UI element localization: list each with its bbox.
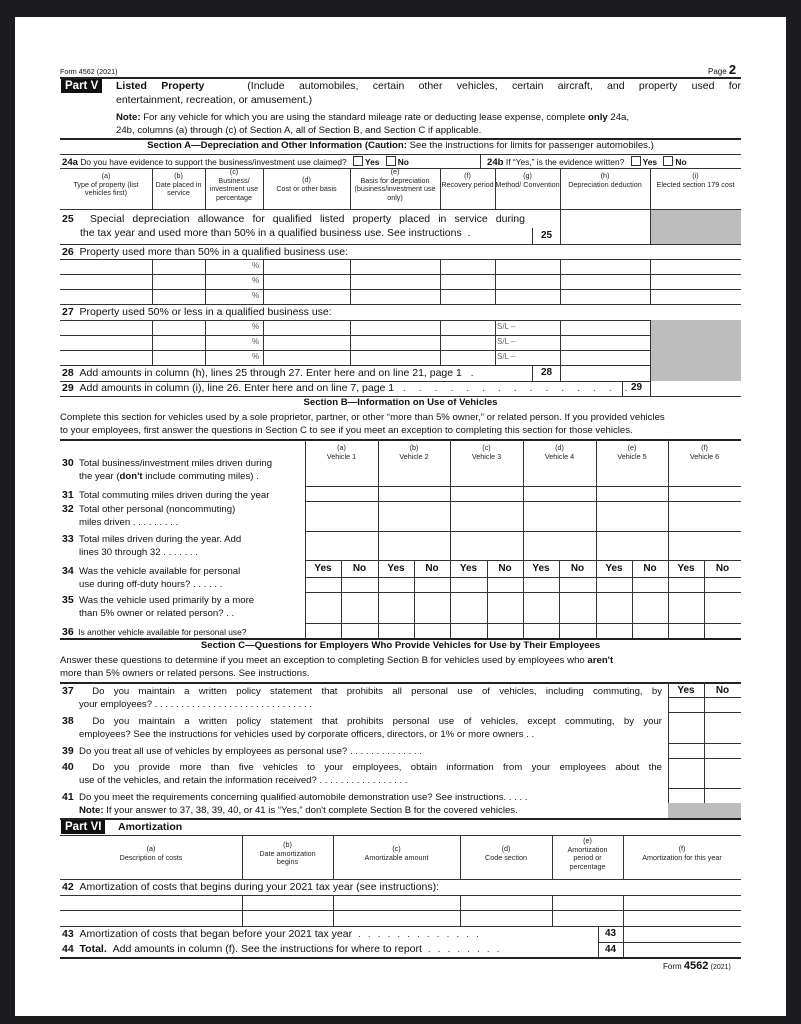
q24b-yes-label: Yes — [642, 157, 658, 167]
col-label: Recovery period — [441, 179, 494, 189]
line-number: 31 — [62, 489, 74, 501]
line-number: 33 — [62, 533, 74, 545]
col-letter: (b) — [409, 443, 419, 452]
question-38 — [62, 715, 662, 741]
grid-line — [450, 439, 451, 639]
line-number: 26 — [62, 246, 74, 258]
col-b-header — [152, 172, 205, 198]
rule — [305, 501, 741, 502]
question-37 — [62, 685, 662, 711]
vehicle-6-yes-label: Yes — [677, 563, 695, 574]
col-label: Type of property (list vehicles first) — [73, 179, 139, 198]
question-text-2: your employees? . . . . . . . . . . . . . . . . . . . . . . . . . . . . . . — [79, 699, 312, 710]
vehicle-4-yes-label: Yes — [532, 563, 550, 574]
page-indicator — [708, 62, 736, 77]
q24a-number: 24a — [62, 157, 79, 168]
vehicle-4-no-label: No — [570, 563, 585, 574]
rule — [60, 320, 650, 321]
col-letter: (d) — [501, 844, 511, 853]
line-text: Special depreciation allowance for qualified listed property placed in service during — [89, 213, 525, 225]
grid-line — [650, 168, 651, 209]
line-29-amount-input[interactable] — [651, 382, 741, 396]
q24b-number: 24b — [487, 157, 504, 168]
grid-line — [305, 439, 306, 639]
col-label: Vehicle 1 — [326, 451, 357, 461]
sl-method-label: S/L – — [497, 322, 516, 331]
grid-line — [205, 259, 206, 304]
line-28-box-label: 28 — [540, 367, 553, 378]
rule — [60, 682, 741, 684]
q24a-no-label: No — [397, 157, 409, 167]
line-35 — [62, 594, 302, 620]
grid-line — [440, 320, 441, 365]
col-label: Vehicle 2 — [399, 451, 429, 461]
col-letter: (a) — [146, 844, 156, 853]
q24a-yes-label: Yes — [364, 157, 380, 167]
q39-yes-box[interactable] — [669, 744, 703, 757]
col-letter: (b) — [283, 840, 292, 849]
line-32 — [62, 503, 302, 529]
line-number: 41 — [62, 791, 74, 803]
section-c-note — [79, 805, 669, 816]
line-28-amount-input[interactable] — [561, 366, 649, 380]
line-text: Total business/investment miles driven during — [79, 458, 273, 469]
line-42 — [62, 881, 439, 893]
line-text: Add amounts in column (i), line 26. Enter here and on line 7, page 1 — [79, 382, 395, 394]
rule — [60, 244, 741, 245]
shaded-cell — [651, 320, 741, 381]
intro-bold: aren't — [587, 655, 614, 666]
vehicle-1-no-label: No — [352, 563, 367, 574]
line-number: 38 — [62, 715, 74, 727]
line-25 — [62, 212, 525, 240]
line-number: 30 — [62, 457, 74, 469]
q37-no-box[interactable] — [705, 698, 740, 711]
part5-note — [116, 111, 741, 137]
rule — [60, 910, 741, 911]
intro-line-2: more than 5% owners or related persons. See instructions. — [60, 668, 310, 679]
section-a-title — [60, 140, 741, 151]
part5-title — [116, 79, 741, 107]
line-text: Was the vehicle available for personal — [79, 566, 241, 577]
percent-sign: % — [252, 352, 260, 361]
col-letter: (d) — [302, 175, 311, 184]
rule — [305, 592, 741, 593]
vehicle-3-no-label: No — [498, 563, 512, 574]
grid-line — [596, 439, 597, 639]
rule — [60, 835, 741, 836]
grid-line — [523, 439, 524, 639]
line-text-2: the tax year and used more than 50% in a qualified business use. See instructions — [80, 227, 462, 239]
col-c-header — [205, 168, 263, 202]
grid-line — [242, 835, 243, 879]
line-44 — [62, 943, 502, 955]
line-26 — [62, 246, 348, 258]
line-text: Add amounts in column (h), lines 25 through 27. Enter here and on line 21, page 1 — [79, 367, 462, 379]
grid-line — [495, 320, 496, 365]
rule — [60, 895, 741, 896]
col-letter: (d) — [555, 443, 564, 452]
vehicle-6-no-label: No — [715, 563, 730, 574]
rule — [60, 957, 741, 959]
line-43-box-label: 43 — [604, 928, 617, 939]
percent-sign: % — [252, 322, 260, 331]
grid-line — [263, 168, 264, 209]
col-label: Amortizable amount — [364, 852, 429, 862]
form-footer — [663, 960, 731, 972]
note-text: If your answer to 37, 38, 39, 40, or 41 is “Yes,” don't complete Section B for the covered vehicles. — [106, 805, 518, 816]
grid-line — [152, 259, 153, 304]
col-letter: (f) — [701, 443, 708, 452]
vehicle-2-yes-label: Yes — [387, 563, 405, 574]
line-text: Is another vehicle available for personal use? — [78, 627, 247, 637]
col-label: Amortization for this year — [642, 852, 722, 862]
line-number: 39 — [62, 745, 74, 757]
line-text-bold: don't — [119, 470, 143, 482]
vehicle-2-header — [378, 444, 450, 461]
section-c-no-header: No — [715, 685, 730, 696]
percent-sign: % — [252, 261, 260, 270]
p6-col-e-header — [552, 837, 623, 871]
footer-year: (2021) — [710, 964, 731, 971]
line-number: 43 — [62, 928, 74, 940]
col-letter: (c) — [392, 844, 401, 853]
line-34 — [62, 565, 302, 591]
col-letter: (f) — [678, 844, 686, 853]
col-letter: (a) — [337, 443, 346, 452]
grid-line — [205, 168, 206, 209]
grid-line — [668, 439, 669, 639]
col-label: Vehicle 5 — [617, 451, 647, 461]
vehicle-5-header — [596, 444, 668, 461]
line-25-box-label: 25 — [540, 230, 553, 241]
line-43-amount-input[interactable] — [624, 927, 741, 941]
rule — [60, 154, 741, 155]
grid-line — [378, 439, 379, 639]
line-text-2: than 5% owner or related person? . . — [79, 607, 235, 619]
line-number: 44 — [62, 943, 74, 955]
q24a-yes-checkbox[interactable] — [353, 156, 363, 166]
grid-line — [440, 259, 441, 304]
line-text: Property used more than 50% in a qualified business use: — [79, 246, 349, 258]
intro-line-1: Complete this section for vehicles used by a sole proprietor, partner, or other “more than 5% owner,” or related person. If you provided vehicles — [60, 412, 665, 423]
col-letter: (g) — [523, 171, 532, 180]
q24a-text: Do you have evidence to support the business/investment use claimed? — [80, 157, 347, 167]
question-text-2: employees? See the instructions for vehicles used by corporate officers, directors, or 1% or more owners . . — [79, 729, 535, 740]
line-number: 40 — [62, 761, 74, 773]
q24b-text: If “Yes,” is the evidence written? — [505, 157, 625, 167]
vehicle-3-yes-label: Yes — [459, 563, 478, 574]
grid-line — [650, 259, 651, 304]
rule — [60, 289, 741, 290]
line-29 — [62, 382, 633, 394]
line-text: Amortization of costs that begins during your 2021 tax year (see instructions): — [79, 881, 440, 893]
rule — [305, 531, 741, 532]
line-31 — [62, 489, 302, 503]
rule — [305, 560, 741, 561]
line-25-amount-input[interactable] — [561, 210, 649, 243]
line-text-2: miles driven . . . . . . . . . — [79, 516, 179, 528]
p6-col-d-header — [460, 845, 552, 862]
col-letter: (b) — [174, 171, 183, 180]
line-number: 28 — [62, 367, 74, 379]
col-letter: (e) — [583, 836, 592, 845]
vehicle-5-yes-label: Yes — [605, 563, 623, 574]
col-label: Depreciation deduction — [568, 179, 642, 189]
q39-no-box[interactable] — [705, 744, 740, 757]
col-letter: (i) — [692, 171, 699, 180]
caution-label: (Caution: — [364, 140, 407, 151]
line-text-bold: Total. — [79, 943, 107, 955]
line-43 — [62, 928, 481, 940]
part5-title-desc: (Include automobiles, certain other vehicles, certain aircraft, and property used for — [247, 80, 741, 92]
line-number: 42 — [62, 881, 74, 893]
footer-form-word: Form — [663, 962, 682, 971]
rule — [60, 439, 741, 441]
leader-dots: . . . . . . . . — [427, 943, 502, 955]
line-text: Property used 50% or less in a qualified business use: — [79, 306, 332, 318]
question-text: Do you treat all use of vehicles by employees as personal use? . . . . . . . . . . . . . . — [79, 746, 422, 757]
rule — [668, 758, 741, 759]
col-letter: (h) — [600, 171, 610, 180]
part5-badge: Part V — [61, 79, 102, 93]
section-c-yes-header: Yes — [677, 685, 695, 696]
section-c-intro — [60, 654, 741, 680]
line-30 — [62, 457, 302, 483]
grid-line — [650, 320, 651, 381]
grid-line — [333, 835, 334, 879]
question-text: Do you maintain a written policy statement that prohibits all personal use of vehicles, including commuting, by — [92, 686, 662, 697]
line-number: 29 — [62, 382, 74, 394]
vehicle-1-yes-label: Yes — [314, 563, 332, 574]
line-number: 32 — [62, 503, 74, 515]
question-41 — [62, 791, 662, 804]
col-label: Business/ investment use percentage — [209, 175, 259, 202]
grid-line — [495, 168, 496, 209]
leader-dots: . . . . . . . . . . . . . . . — [402, 382, 633, 394]
q24b-yes-checkbox[interactable] — [631, 156, 641, 166]
grid-line — [333, 895, 334, 926]
grid-line — [263, 259, 264, 304]
col-label: Date placed in service — [155, 179, 202, 198]
caution-text: See the instructions for limits for passenger automobiles.) — [409, 140, 654, 151]
col-label: Amortization period or percentage — [567, 844, 608, 871]
rule — [668, 712, 741, 713]
rule — [60, 304, 741, 305]
line-number: 25 — [62, 213, 74, 225]
line-text: Total other personal (noncommuting) — [79, 504, 236, 515]
section-b-intro — [60, 411, 741, 437]
p6-col-f-header — [623, 845, 741, 862]
line-36 — [62, 626, 302, 638]
line-text: Amortization of costs that began before your 2021 tax year — [79, 928, 353, 940]
section-a-heading: Section A—Depreciation and Other Information — [147, 140, 363, 151]
q24b-no-label: No — [675, 157, 687, 167]
note-only: only — [587, 112, 608, 123]
section-b-title: Section B—Information on Use of Vehicles — [303, 397, 498, 408]
line-text: Total commuting miles driven during the year — [79, 490, 270, 501]
col-letter: (c) — [229, 167, 239, 176]
rule — [305, 623, 741, 624]
col-g-header — [495, 172, 560, 189]
q24b-no-checkbox[interactable] — [663, 156, 673, 166]
q37-yes-box[interactable] — [669, 698, 703, 711]
col-letter: (a) — [101, 171, 111, 180]
line-number: 27 — [62, 306, 74, 318]
line-number: 35 — [62, 594, 74, 606]
intro-line-2: to your employees, first answer the questions in Section C to see if you meet an exception to completing this section for those vehicles. — [60, 425, 633, 436]
col-label: Vehicle 6 — [689, 451, 720, 461]
line-text: Was the vehicle used primarily by a more — [79, 595, 255, 606]
line-number: 37 — [62, 685, 74, 697]
shaded-cell — [651, 210, 741, 244]
rule — [60, 274, 741, 275]
grid-line — [623, 835, 624, 879]
rule — [60, 335, 650, 336]
grid-line — [552, 895, 553, 926]
part6-title: Amortization — [118, 821, 183, 833]
col-label: Cost or other basis — [276, 183, 337, 193]
grid-line — [560, 168, 561, 209]
grid-line — [242, 895, 243, 926]
rule — [60, 818, 741, 820]
rule — [305, 577, 741, 578]
q24a-no-checkbox[interactable] — [386, 156, 396, 166]
page-label: Page — [708, 67, 727, 76]
line-44-box-label: 44 — [604, 944, 617, 955]
col-label: Date amortization begins — [259, 848, 316, 867]
sl-method-label: S/L – — [497, 352, 516, 361]
question-text: Do you maintain a written policy statement that prohibits personal use of vehicles, except commuting, by your — [92, 716, 662, 727]
col-letter: (e) — [390, 167, 400, 176]
line-number: 36 — [62, 626, 74, 638]
part5-title-bold: Listed Property — [116, 80, 205, 92]
note-label: Note: — [79, 805, 104, 816]
line-text-2: use during off-duty hours? . . . . . . — [79, 578, 223, 590]
note-label: Note: — [116, 112, 141, 123]
note-24a: 24a, — [610, 112, 630, 123]
line-29-box-label: 29 — [630, 382, 643, 393]
vehicle-6-header — [668, 444, 741, 461]
col-label: Basis for depreciation (business/investment use only) — [354, 175, 436, 202]
grid-line — [623, 895, 624, 926]
col-label: Code section — [485, 852, 527, 862]
col-i-header — [650, 172, 741, 189]
line-44-amount-input[interactable] — [624, 943, 741, 957]
vehicle-5-no-label: No — [643, 563, 657, 574]
vehicle-2-no-label: No — [425, 563, 439, 574]
form-id-header: Form 4562 (2021) — [60, 67, 118, 76]
percent-sign: % — [252, 291, 260, 300]
grid-line — [495, 259, 496, 304]
grid-line — [152, 168, 153, 209]
col-h-header — [560, 172, 650, 189]
p6-col-c-header — [333, 845, 460, 862]
grid-line — [552, 835, 553, 879]
p6-col-b-header — [242, 841, 333, 867]
grid-line — [460, 835, 461, 879]
question-24b — [487, 156, 687, 168]
line-number: 34 — [62, 565, 74, 577]
intro-line-1: Answer these questions to determine if you meet an exception to completing Section B for vehicles used by employees who — [60, 655, 585, 666]
col-e-header — [350, 168, 440, 202]
col-letter: (c) — [482, 443, 491, 452]
rule — [60, 259, 741, 260]
grid-line — [350, 168, 351, 209]
note-text-2: 24b, columns (a) through (c) of Section A, all of Section B, and Section C if applicable. — [116, 125, 482, 136]
col-label: Description of costs — [119, 852, 183, 862]
grid-line — [263, 320, 264, 365]
grid-line — [460, 895, 461, 926]
leader-dot: . — [467, 227, 471, 239]
shaded-cell — [668, 803, 741, 818]
percent-sign: % — [252, 276, 260, 285]
line-28 — [62, 367, 474, 379]
grid-line — [152, 320, 153, 365]
col-d-header — [263, 176, 350, 193]
leader-dots: . . . . . . . . . . . . . — [357, 928, 481, 940]
grid-line — [560, 259, 561, 304]
question-40 — [62, 761, 662, 787]
question-text: Do you meet the requirements concerning qualified automobile demonstration use? See instructions. . . . . — [79, 792, 528, 803]
col-f-header — [440, 172, 495, 189]
vehicle-1-header — [305, 444, 378, 461]
vehicle-4-header — [523, 444, 596, 461]
divider — [480, 155, 481, 168]
question-39 — [62, 745, 662, 758]
rule — [60, 879, 741, 880]
part6-badge: Part VI — [61, 820, 105, 834]
grid-line — [205, 320, 206, 365]
line-text: the year ( — [79, 470, 120, 482]
col-label: Vehicle 3 — [471, 451, 502, 461]
col-label: Elected section 179 cost — [656, 179, 735, 189]
section-c-title: Section C—Questions for Employers Who Provide Vehicles for Use by Their Employees — [200, 640, 601, 651]
col-letter: (e) — [627, 443, 637, 452]
leader-dot: . — [470, 367, 474, 379]
page-number: 2 — [728, 62, 737, 77]
part5-title-desc-2: entertainment, recreation, or amusement.) — [116, 94, 313, 106]
grid-line — [350, 320, 351, 365]
grid-line — [350, 259, 351, 304]
col-label: Method/ Convention — [495, 179, 560, 189]
rule — [60, 350, 650, 351]
sl-method-label: S/L – — [497, 337, 516, 346]
footer-form-number: 4562 — [683, 960, 709, 972]
line-33 — [62, 533, 302, 559]
note-text: For any vehicle for which you are using the standard mileage rate or deducting lease expense, complete — [143, 112, 586, 123]
rule — [668, 788, 741, 789]
question-text-2: use of the vehicles, and retain the information received? . . . . . . . . . . . . . . . . . — [79, 775, 408, 786]
col-label: Vehicle 4 — [544, 451, 575, 461]
col-a-header — [60, 172, 152, 198]
line-27 — [62, 306, 332, 318]
line-text: Add amounts in column (f). See the instructions for where to report — [112, 943, 422, 955]
line-text: Total miles driven during the year. Add — [79, 534, 242, 545]
line-text: include commuting miles) . — [142, 470, 259, 482]
line-text-2: lines 30 through 32 . . . . . . . — [79, 546, 198, 558]
col-letter: (f) — [464, 171, 471, 180]
p6-col-a-header — [60, 845, 242, 862]
percent-sign: % — [252, 337, 260, 346]
rule — [305, 486, 741, 487]
vehicle-3-header — [450, 444, 523, 461]
grid-line — [440, 168, 441, 209]
question-text: Do you provide more than five vehicles to your employees, obtain information from your employees about the — [92, 762, 662, 773]
